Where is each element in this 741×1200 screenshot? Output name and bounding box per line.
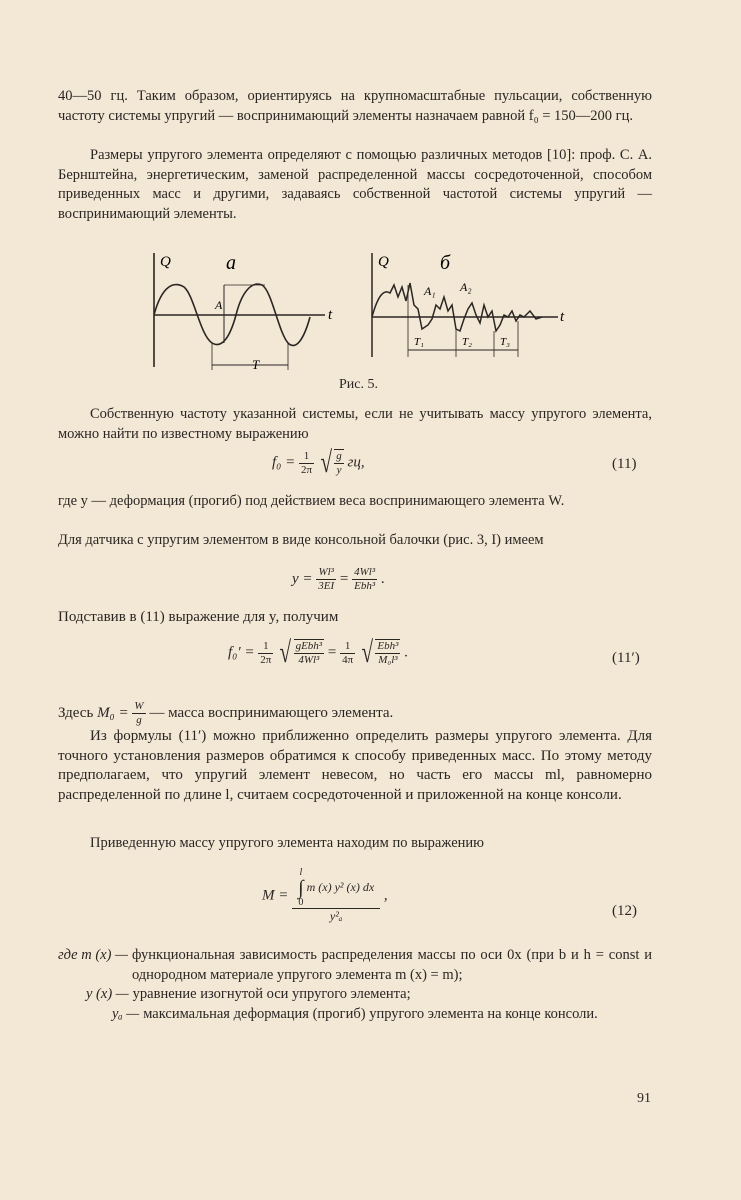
panel-b-amplitude-1: A₁ [424, 284, 436, 298]
panel-a-axis-x: t [328, 307, 333, 323]
eq12-integrand: m (x) y² (x) dx [306, 879, 375, 894]
equation-11 [272, 446, 365, 480]
definition-item: y (x) — уравнение изогнутой оси упругого элемента; [86, 986, 411, 1003]
eq12-fraction [292, 868, 380, 924]
panel-a-amplitude: A [215, 298, 223, 312]
definitions-list [58, 946, 652, 1024]
eq12-end: , [383, 887, 388, 904]
radical-icon: √ [320, 446, 332, 479]
eqm0-frac: $\frac{W}{g}$ [134, 700, 144, 726]
eqy-lhs: y = [292, 570, 313, 587]
equation-11-prime [228, 636, 408, 670]
paragraph-5: Для датчика с упругим элементом в виде консольной балочки (рис. 3, I) имеем [58, 532, 544, 548]
eqy-frac-1: $\frac{\text{Wl³}}{3EI}$ [318, 566, 335, 592]
equation-y [292, 566, 385, 593]
definition-item: yₐ — максимальная деформация (прогиб) упругого элемента на конце консоли. [112, 1005, 598, 1022]
equation-12 [262, 868, 388, 924]
p7-post: — масса воспринимающего элемента. [149, 704, 394, 721]
eqm0-lhs: M₀ = [97, 704, 129, 721]
equation-12-number: (12) [612, 903, 637, 919]
paragraph-8: Из формулы (11′) можно приближенно определить размеры упругого элемента. Для точного установления размеров обратимся к способу приведенных масс. По этому методу предполагаем, что упругий элемент невесом, но часть его массы ml, равномерно распределенной по длине l, считаем сосредоточенной и приложенной на конце консоли. [58, 728, 652, 803]
eq12-den: y²ₐ [329, 909, 343, 923]
panel-a-axis-y: Q [160, 254, 171, 270]
panel-b-amplitude-2: A₂ [460, 280, 472, 294]
panel-a-letter: а [226, 252, 236, 274]
eq11p-coef-1: $\frac{1}{2\pi}$ [260, 639, 272, 666]
eq11-lhs: f₀ = [272, 454, 296, 471]
eq12-lower: 0 [298, 897, 304, 908]
panel-b-period-3: T₃ [500, 336, 510, 348]
p7-pre: Здесь [58, 704, 94, 721]
equation-11-number: (11) [612, 456, 637, 472]
integral-icon: ∫ [298, 877, 304, 899]
paragraph-7 [58, 700, 652, 727]
eq11p-radicand-2: $\frac{\text{Ebh³}}{\text{M₀l³}}$ [377, 640, 399, 666]
eq12-upper: l [299, 867, 303, 878]
eq11p-equals: = [327, 644, 337, 661]
eqy-end: . [380, 570, 385, 587]
equation-11-prime-number: (11′) [612, 650, 640, 666]
radical-icon: √ [361, 636, 373, 669]
panel-b-letter: б [440, 252, 451, 274]
panel-a-period: T [252, 357, 260, 372]
eq11p-coef-2: $\frac{1}{4\pi}$ [342, 639, 354, 666]
paragraph-1: 40—50 гц. Таким образом, ориентируясь на крупномасштабные пульсации, собственную частоту системы упругий — воспринимающий элементы назначаем равной f₀ = 150—200 гц. [58, 88, 652, 124]
eq11-radicand: $\frac{g}{y}$ [336, 450, 342, 476]
definition-item: где m (x) — функциональная зависимость распределения массы по оси 0x (при b и h = const и однородном материале упругого элемента m (x) = m); [58, 947, 652, 983]
figure-caption: Рис. 5. [339, 377, 378, 392]
paragraph-2: Размеры упругого элемента определяют с помощью различных методов [10]: проф. С. А. Бернштейна, энергетическим, заменой распределенной массы сосредоточенной, способом приведенных масс и другими, задаваясь собственной частотой системы упругий — воспринимающий элементы. [58, 147, 652, 222]
eq11p-radicand-1: $\frac{\text{gEbh³}}{\text{4Wl³}}$ [295, 640, 323, 666]
eqy-equals: = [339, 570, 349, 587]
eq12-lhs: M = [262, 887, 289, 904]
figure-panel-a [154, 253, 325, 370]
panel-b-axis-y: Q [378, 254, 389, 270]
paragraph-4: где y — деформация (прогиб) под действием веса воспринимающего элемента W. [58, 493, 565, 509]
panel-b-period-2: T₂ [462, 336, 472, 348]
radical-icon: √ [279, 636, 292, 669]
paragraph-9: Приведенную массу упругого элемента находим по выражению [90, 835, 484, 851]
eq11-unit: гц, [347, 454, 365, 471]
eq11-coef: $\frac{1}{2\pi}$ [301, 449, 313, 476]
figure-5 [140, 245, 580, 375]
eq11p-lhs: f₀′ = [228, 644, 255, 661]
page-number: 91 [637, 1091, 651, 1106]
eq11p-end: . [404, 644, 408, 661]
paragraph-6: Подставив в (11) выражение для y, получим [58, 609, 339, 625]
eqy-frac-2: $\frac{\text{4Wl³}}{\text{Ebh³}}$ [354, 566, 376, 592]
paragraph-3: Собственную частоту указанной системы, если не учитывать массу упругого элемента, можно найти по известному выражению [58, 406, 652, 442]
panel-b-period-1: T₁ [414, 336, 424, 348]
panel-b-axis-x: t [560, 309, 565, 325]
